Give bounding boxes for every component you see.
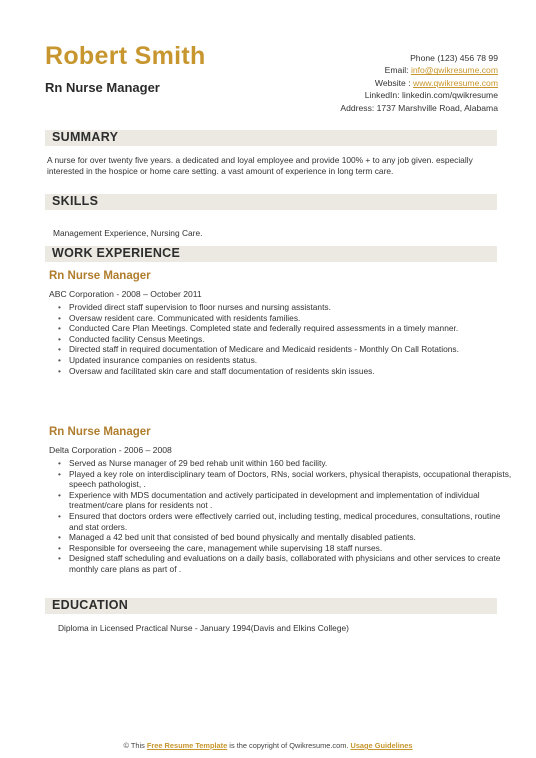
- website-link[interactable]: www.qwikresume.com: [412, 77, 498, 88]
- summary-heading: SUMMARY: [52, 130, 119, 144]
- job-title: Rn Nurse Manager: [49, 426, 151, 438]
- list-item: • Oversaw and facilitated skin care and staff documentation of residents skin issues.: [69, 366, 514, 377]
- list-item: • Served as Nurse manager of 29 bed rehab unit within 160 bed facility.: [69, 458, 514, 469]
- footer-prefix: © This: [123, 741, 145, 750]
- usage-guidelines-link[interactable]: Usage Guidelines: [350, 741, 413, 750]
- skills-heading: SKILLS: [52, 194, 99, 208]
- list-item: • Updated insurance companies on residents status.: [69, 355, 514, 366]
- list-item: • Experience with MDS documentation and actively participated in development and implementation of individual treatment/care plans for residents not .: [69, 490, 514, 511]
- email-link[interactable]: info@qwikresume.com: [410, 65, 498, 76]
- contact-phone: [340, 52, 498, 64]
- list-item: • Oversaw resident care. Communicated with residents families.: [69, 313, 514, 324]
- job-title: Rn Nurse Manager: [49, 270, 151, 282]
- education-heading: EDUCATION: [52, 598, 129, 612]
- list-item: • Conducted Care Plan Meetings. Completed state and federally required assessments in a timely manner.: [69, 323, 514, 334]
- address-label: Address:: [340, 102, 375, 113]
- contact-email: [340, 64, 498, 76]
- candidate-name: Robert Smith: [45, 42, 206, 70]
- list-item: • Responsible for overseeing the care, management while supervising 18 staff nurses.: [69, 543, 514, 554]
- summary-text: A nurse for over twenty five years. a dedicated and loyal employee and provide 100% + to any job given. especially interested in the hospice or home care setting. a vast amount of experience in long term care.: [47, 155, 473, 176]
- list-item: • Designed staff scheduling and evaluations on a daily basis, collaborated with physicians and other services to create monthly care plans as part of .: [69, 553, 514, 574]
- candidate-title: Rn Nurse Manager: [45, 80, 160, 95]
- list-item: • Ensured that doctors orders were effectively carried out, including testing, medical procedures, consultations, routine and stat orders.: [69, 511, 514, 532]
- list-item: • Played a key role on interdisciplinary team of Doctors, RNs, social workers, physical therapists, occupational therapists, speech pathologist, .: [69, 469, 514, 490]
- phone-value: (123) 456 78 99: [437, 53, 498, 63]
- linkedin-label: LinkedIn:: [364, 90, 400, 101]
- job-bullets: [57, 302, 514, 376]
- job-company: Delta Corporation - 2006 – 2008: [49, 445, 172, 455]
- contact-website: [340, 77, 498, 89]
- linkedin-value: linkedin.com/qwikresume: [402, 90, 498, 101]
- email-label: Email:: [384, 65, 409, 76]
- education-text: Diploma in Licensed Practical Nurse - January 1994(Davis and Elkins College): [58, 623, 349, 633]
- list-item: • Conducted facility Census Meetings.: [69, 334, 514, 345]
- skills-text: Management Experience, Nursing Care.: [53, 228, 203, 238]
- footer-middle: is the copyright of Qwikresume.com.: [229, 741, 349, 750]
- job-bullets: [57, 458, 514, 575]
- contact-address: [340, 102, 498, 114]
- contact-linkedin: [340, 89, 498, 101]
- address-value: 1737 Marshville Road, Alabama: [376, 102, 498, 113]
- job-company: ABC Corporation - 2008 – October 2011: [49, 289, 202, 299]
- list-item: • Managed a 42 bed unit that consisted of bed bound physically and mentally disabled patients.: [69, 532, 514, 543]
- phone-label: Phone: [410, 53, 435, 63]
- skills-section-bar: [45, 194, 497, 210]
- free-resume-template-link[interactable]: Free Resume Template: [146, 741, 228, 750]
- list-item: • Provided direct staff supervision to floor nurses and nursing assistants.: [69, 302, 514, 313]
- contact-block: [340, 52, 498, 114]
- website-label: Website :: [374, 77, 411, 88]
- list-item: • Directed staff in required documentation of Medicare and Medicaid residents - Monthly On Call Rotations.: [69, 344, 514, 355]
- footer: [0, 741, 536, 750]
- experience-heading: WORK EXPERIENCE: [52, 246, 181, 260]
